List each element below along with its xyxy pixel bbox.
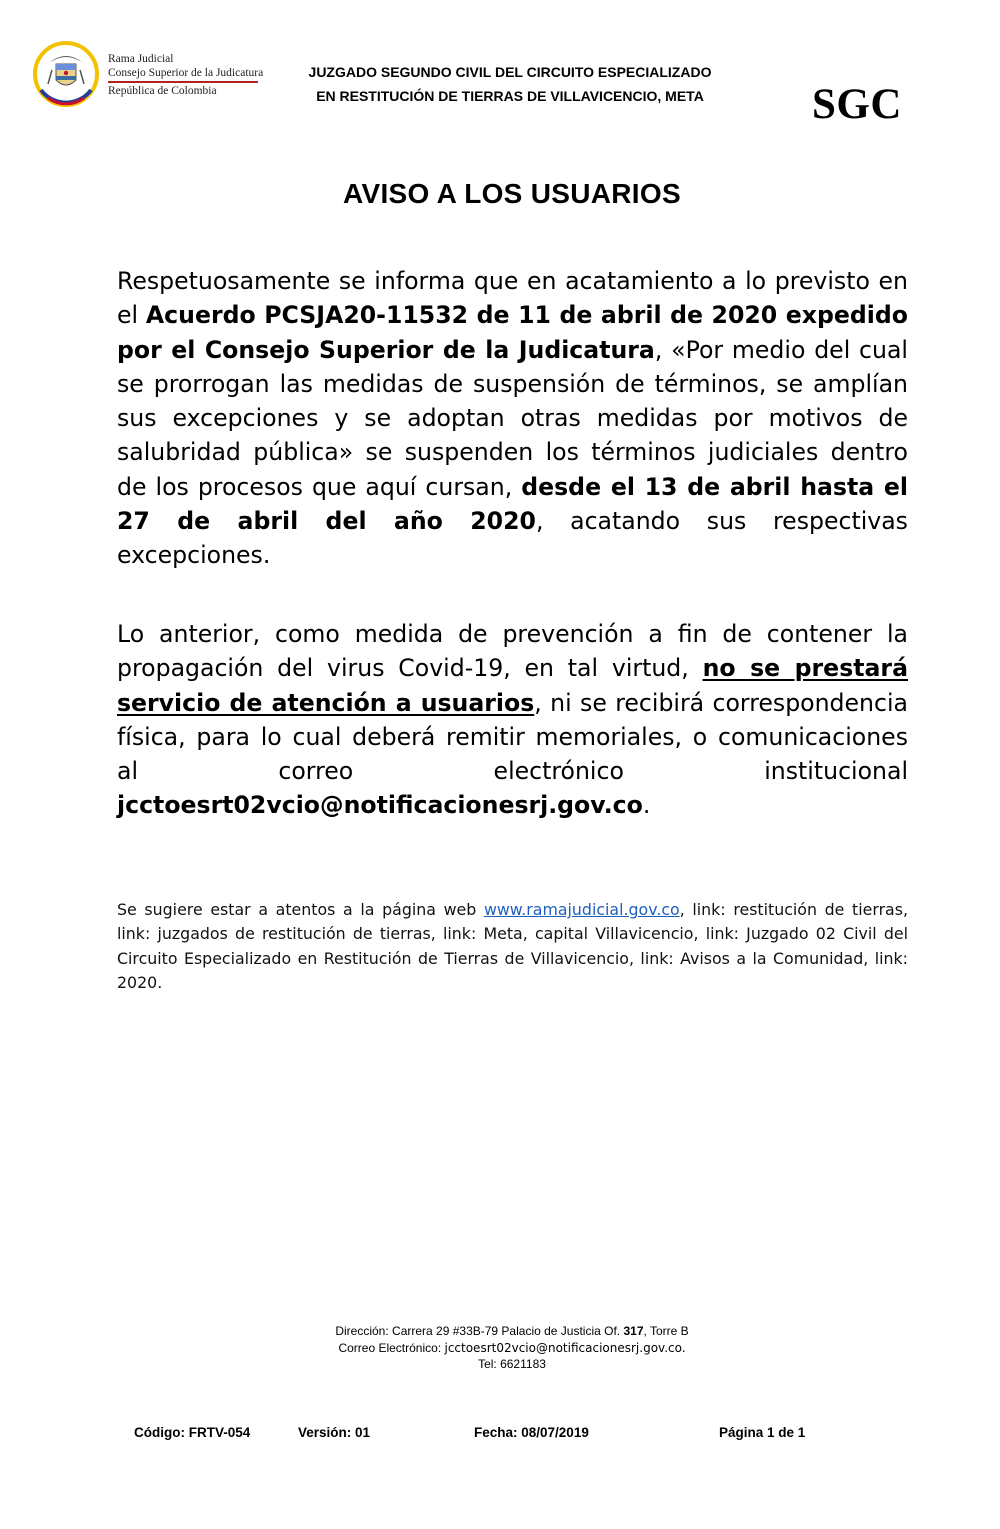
- logo-line-republica: República de Colombia: [108, 84, 217, 97]
- court-name: [240, 60, 780, 108]
- court-line-2: EN RESTITUCIÓN DE TIERRAS DE VILLAVICENCIO, META: [316, 88, 704, 104]
- fecha-label: Fecha: 08/07/2019: [474, 1425, 589, 1440]
- p2-no-service-bold: no se prestará servicio de atención a usuarios: [117, 654, 908, 717]
- coat-of-arms-icon: [32, 40, 100, 108]
- email-line: [0, 1340, 1000, 1357]
- p1-text-1: Respetuosamente se informa que en acatamiento a lo previsto en el: [117, 267, 908, 330]
- footer-address: [0, 1323, 1000, 1373]
- version-label: Versión: 01: [298, 1425, 371, 1440]
- p2-email-bold: jcctoesrt02vcio@notificacionesrj.gov.co: [117, 791, 643, 820]
- p1-acuerdo-bold: Acuerdo PCSJA20-11532 de 11 de abril de 2020 expedido por el Consejo Superior de la Judicatura: [117, 301, 908, 364]
- logo-line-consejo: Consejo Superior de la Judicatura: [108, 67, 264, 79]
- sgc-mark: SGC: [812, 81, 902, 128]
- suggest-text-1: Se sugiere estar a atentos a la página web: [117, 900, 484, 919]
- p1-dates-bold: desde el 13 de abril hasta el 27 de abril del año 2020: [117, 472, 908, 536]
- court-line-1: JUZGADO SEGUNDO CIVIL DEL CIRCUITO ESPECIALIZADO: [308, 64, 712, 80]
- notice-paragraph-1: [117, 264, 908, 573]
- p1-text-2: , «Por medio del cual se prorrogan las medidas de suspensión de términos, se amplían sus excepciones y se adoptan otras medidas por motivos de salubridad pública» se suspenden los términos judiciales dentro de los procesos que aquí cursan,: [117, 335, 908, 501]
- email-label: Correo Electrónico:: [338, 1340, 445, 1355]
- pagina-label: Página 1 de 1: [719, 1425, 806, 1440]
- office-number: 317: [623, 1324, 644, 1338]
- suggest-text-2: , link: restitución de tierras, link: juzgados de restitución de tierras, link: Meta, capital Villavicencio, link: Juzgado 02 Civil del Circuito Especializado en Restitución de Tierras de Villavicencio, link: Avisos a la Comunidad, link: 2020.: [117, 900, 908, 992]
- codigo-label: Código: FRTV-054: [134, 1425, 251, 1440]
- address-prefix: Dirección: Carrera 29 #33B-79 Palacio de Justicia Of.: [335, 1324, 624, 1338]
- suggestion-paragraph: [117, 898, 908, 995]
- notice-paragraph-2: [117, 617, 908, 823]
- logo-divider: [108, 81, 258, 83]
- logo-line-rama: Rama Judicial: [108, 53, 174, 65]
- p1-text-3: , acatando sus respectivas excepciones.: [117, 507, 908, 570]
- p2-text-1: Lo anterior, como medida de prevención a fin de contener la propagación del virus Covid-19, en tal virtud,: [117, 620, 908, 683]
- page-title: AVISO A LOS USUARIOS: [343, 178, 681, 209]
- p2-text-3: .: [642, 791, 651, 820]
- address-line: [0, 1323, 1000, 1340]
- address-suffix: , Torre B: [643, 1324, 689, 1338]
- coat-of-arms-logo: [32, 40, 100, 108]
- ramajudicial-link[interactable]: www.ramajudicial.gov.co: [483, 900, 680, 919]
- footer-email: jcctoesrt02vcio@notificacionesrj.gov.co.: [444, 1340, 686, 1355]
- tel-line: Tel: 6621183: [478, 1357, 546, 1371]
- p2-text-2: , ni se recibirá correspondencia física, para lo cual deberá remitir memoriales, o comunicaciones al correo electrónico institucional: [117, 688, 908, 786]
